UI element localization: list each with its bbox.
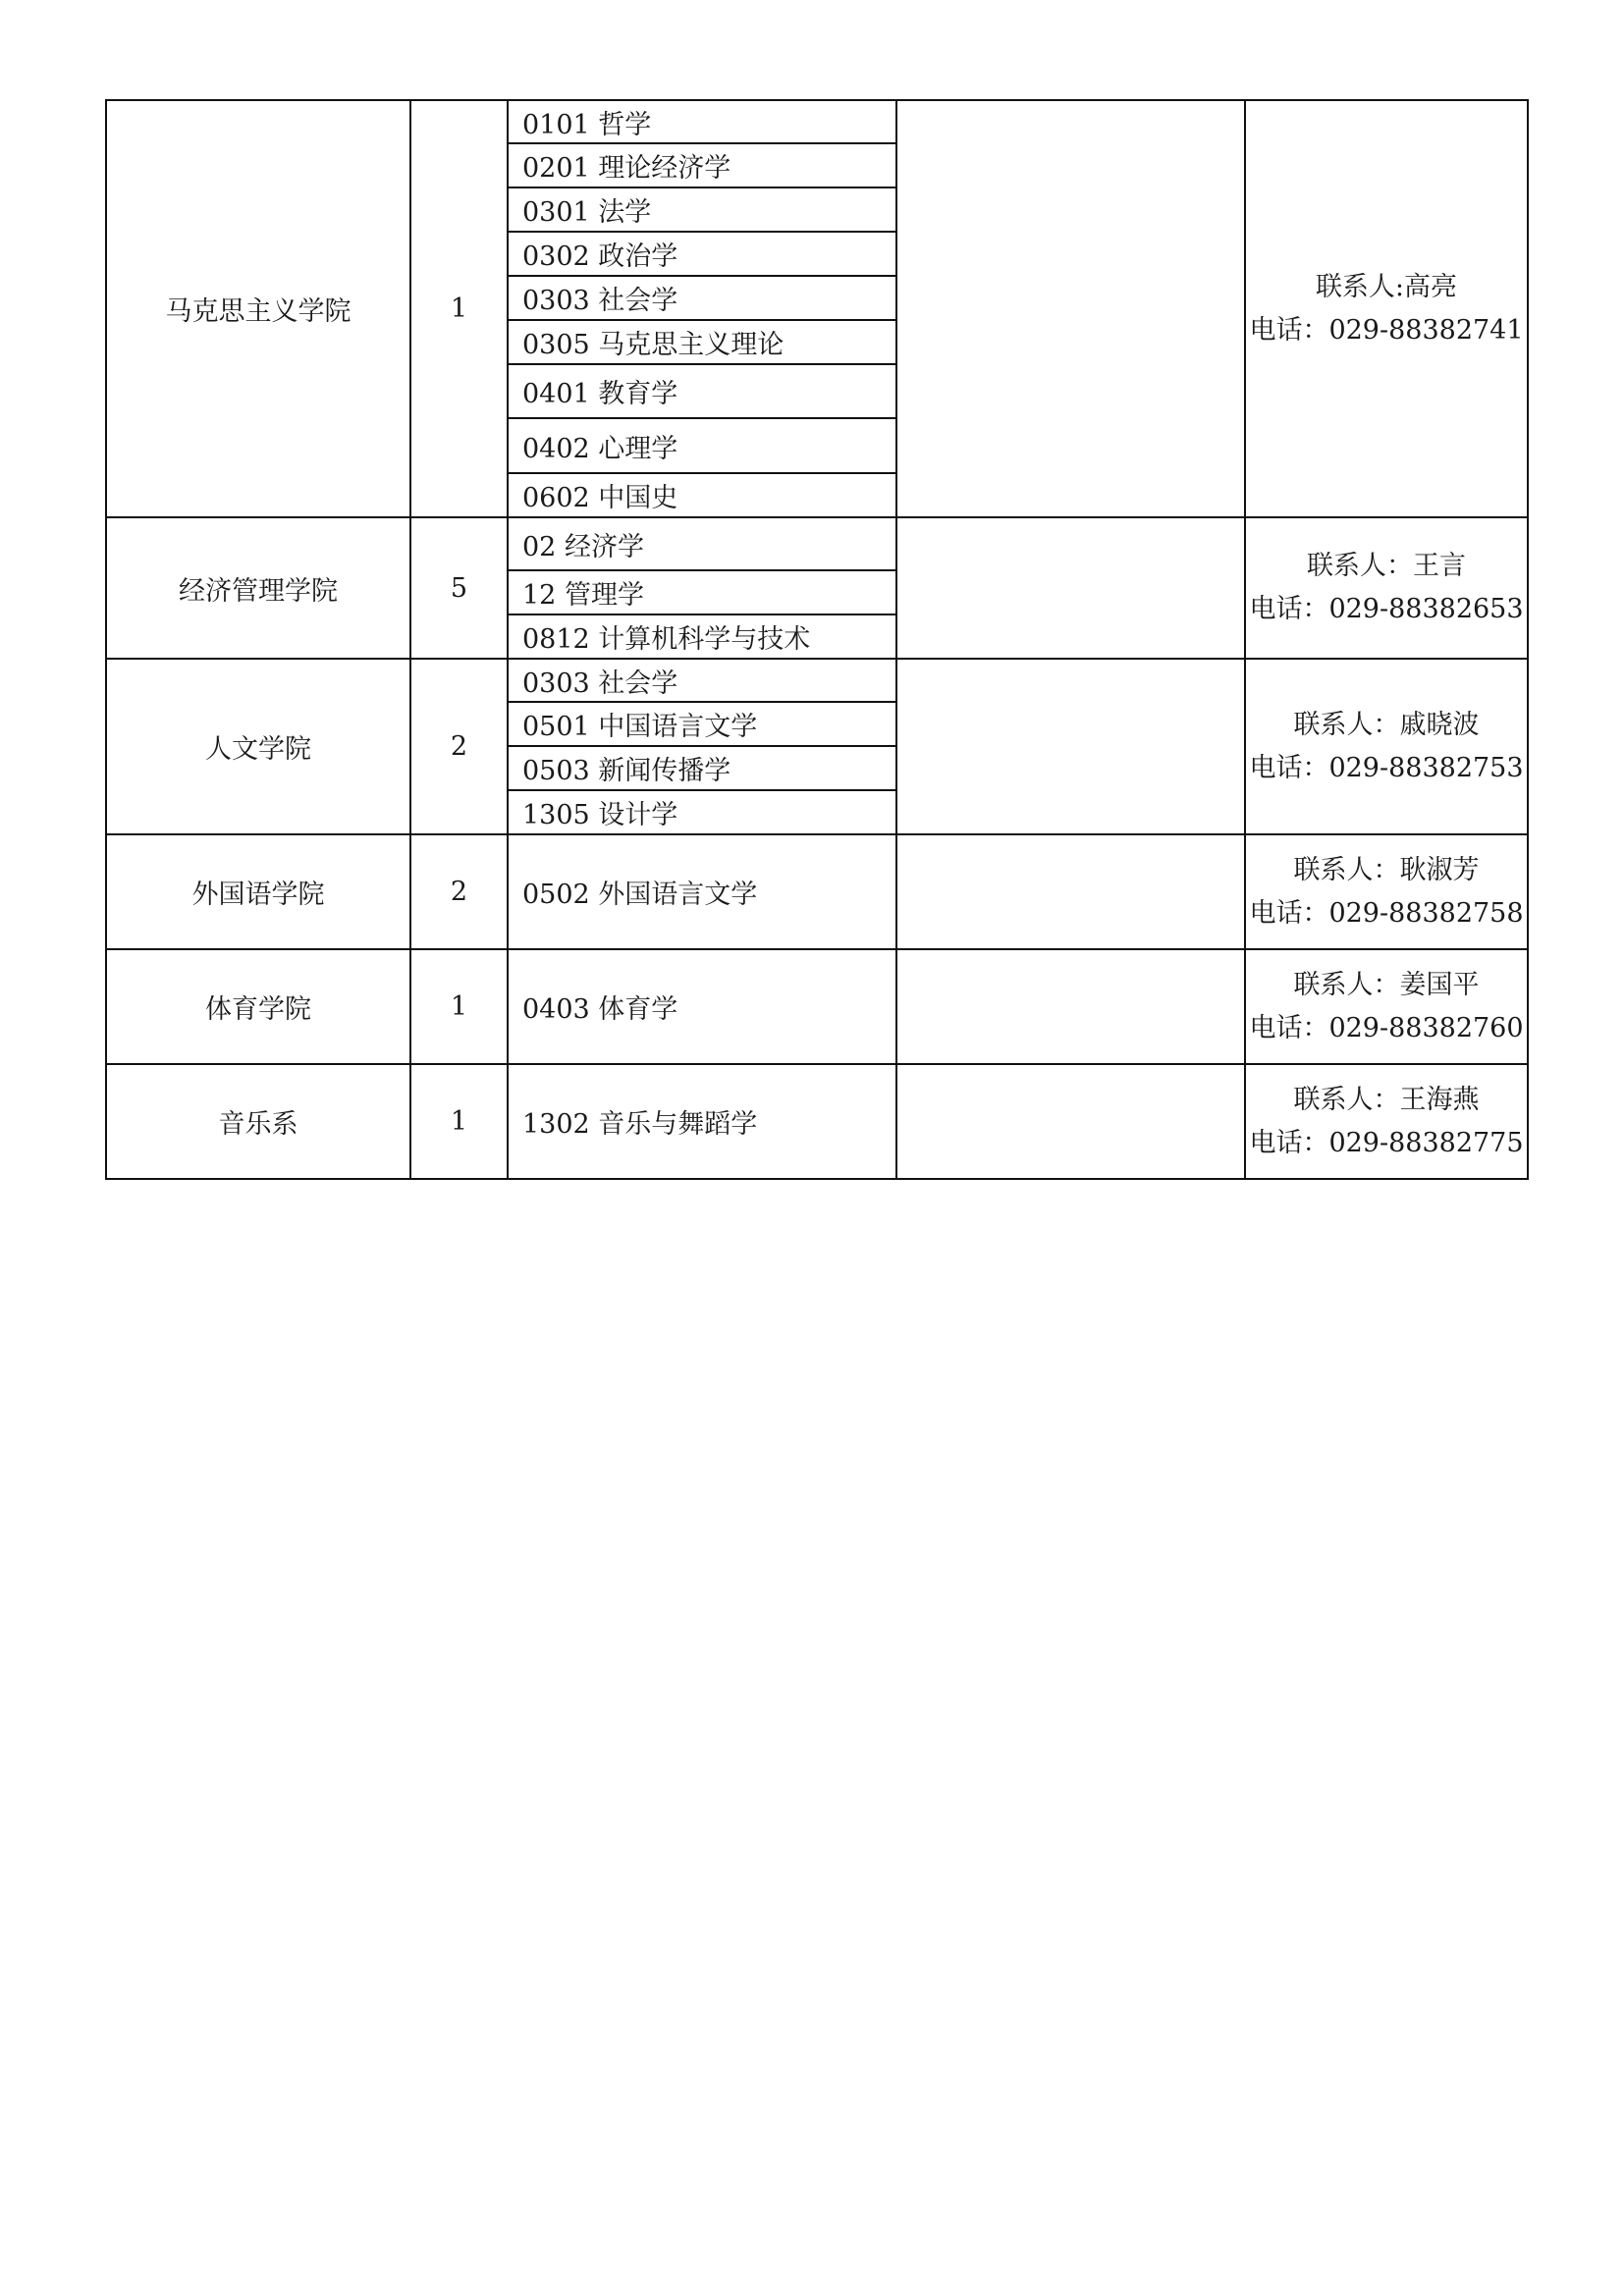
college-name-cell: 体育学院 [106,949,410,1064]
table-row [106,517,1528,570]
contact-cell [1245,834,1528,949]
discipline-cell [508,702,896,746]
contact-phone: 电话：029-88382741 [1249,314,1524,346]
contact-person: 联系人：王言 [1307,551,1466,581]
table-row [106,949,1528,1064]
contact-cell [1245,949,1528,1064]
college-name-cell: 人文学院 [106,659,410,834]
quota-cell: 2 [410,659,508,834]
college-name-cell: 经济管理学院 [106,517,410,659]
discipline-cell [508,614,896,659]
remarks-cell [896,1064,1245,1179]
discipline-cell [508,1064,896,1179]
college-name-cell: 马克思主义学院 [106,100,410,517]
discipline-code-label: 0402 心理学 [522,433,678,464]
quota-cell: 1 [410,1064,508,1179]
quota-cell: 1 [410,949,508,1064]
discipline-cell [508,418,896,473]
contact-person: 联系人：姜国平 [1293,969,1480,1000]
discipline-code-label: 1305 设计学 [522,800,678,830]
discipline-code-label: 1302 音乐与舞蹈学 [522,1109,758,1140]
discipline-cell [508,364,896,418]
contact-phone: 电话：029-88382653 [1249,594,1524,624]
discipline-code-label: 0101 哲学 [522,109,652,140]
discipline-code-label: 0301 法学 [522,197,652,228]
discipline-code-label: 0403 体育学 [522,994,678,1025]
admissions-table [105,99,1529,1180]
remarks-cell [896,834,1245,949]
discipline-code-label: 0401 教育学 [522,379,678,409]
discipline-code-label: 0201 理论经济学 [522,153,731,184]
discipline-cell [508,143,896,187]
discipline-cell [508,187,896,232]
discipline-code-label: 0303 社会学 [522,286,678,316]
discipline-cell [508,746,896,790]
discipline-code-label: 0302 政治学 [522,241,678,272]
discipline-cell [508,320,896,364]
contact-cell [1245,100,1528,517]
discipline-cell [508,790,896,834]
contact-phone: 电话：029-88382775 [1249,1127,1524,1158]
discipline-cell [508,517,896,570]
contact-phone: 电话：029-88382760 [1249,1012,1524,1043]
discipline-code-label: 0602 中国史 [522,483,678,513]
contact-person: 联系人：耿淑芳 [1293,854,1480,885]
remarks-cell [896,517,1245,659]
table-body [106,100,1528,1179]
discipline-code-label: 12 管理学 [522,580,644,611]
discipline-code-label: 0501 中国语言文学 [522,712,758,742]
contact-person: 联系人：王海燕 [1293,1084,1480,1115]
discipline-code-label: 0305 马克思主义理论 [522,330,785,360]
table-row [106,659,1528,702]
remarks-cell [896,949,1245,1064]
table-row [106,834,1528,949]
discipline-code-label: 02 经济学 [522,531,644,562]
quota-cell: 1 [410,100,508,517]
discipline-cell [508,276,896,320]
contact-phone: 电话：029-88382758 [1249,897,1524,929]
discipline-cell [508,659,896,702]
discipline-cell [508,949,896,1064]
discipline-cell [508,570,896,614]
college-name-cell: 音乐系 [106,1064,410,1179]
quota-cell: 2 [410,834,508,949]
discipline-code-label: 0303 社会学 [522,667,678,699]
discipline-cell [508,100,896,143]
contact-cell [1245,1064,1528,1179]
college-name-cell: 外国语学院 [106,834,410,949]
discipline-code-label: 0503 新闻传播学 [522,756,731,786]
discipline-code-label: 0502 外国语言文学 [522,880,758,910]
contact-person: 联系人:高亮 [1315,271,1458,302]
quota-cell: 5 [410,517,508,659]
discipline-cell [508,834,896,949]
discipline-cell [508,473,896,517]
table-row [106,1064,1528,1179]
contact-cell [1245,659,1528,834]
contact-person: 联系人：戚晓波 [1293,709,1480,740]
table-row [106,100,1528,143]
remarks-cell [896,100,1245,517]
discipline-code-label: 0812 计算机科学与技术 [522,624,811,655]
remarks-cell [896,659,1245,834]
contact-phone: 电话：029-88382753 [1249,752,1524,783]
discipline-cell [508,232,896,276]
contact-cell [1245,517,1528,659]
